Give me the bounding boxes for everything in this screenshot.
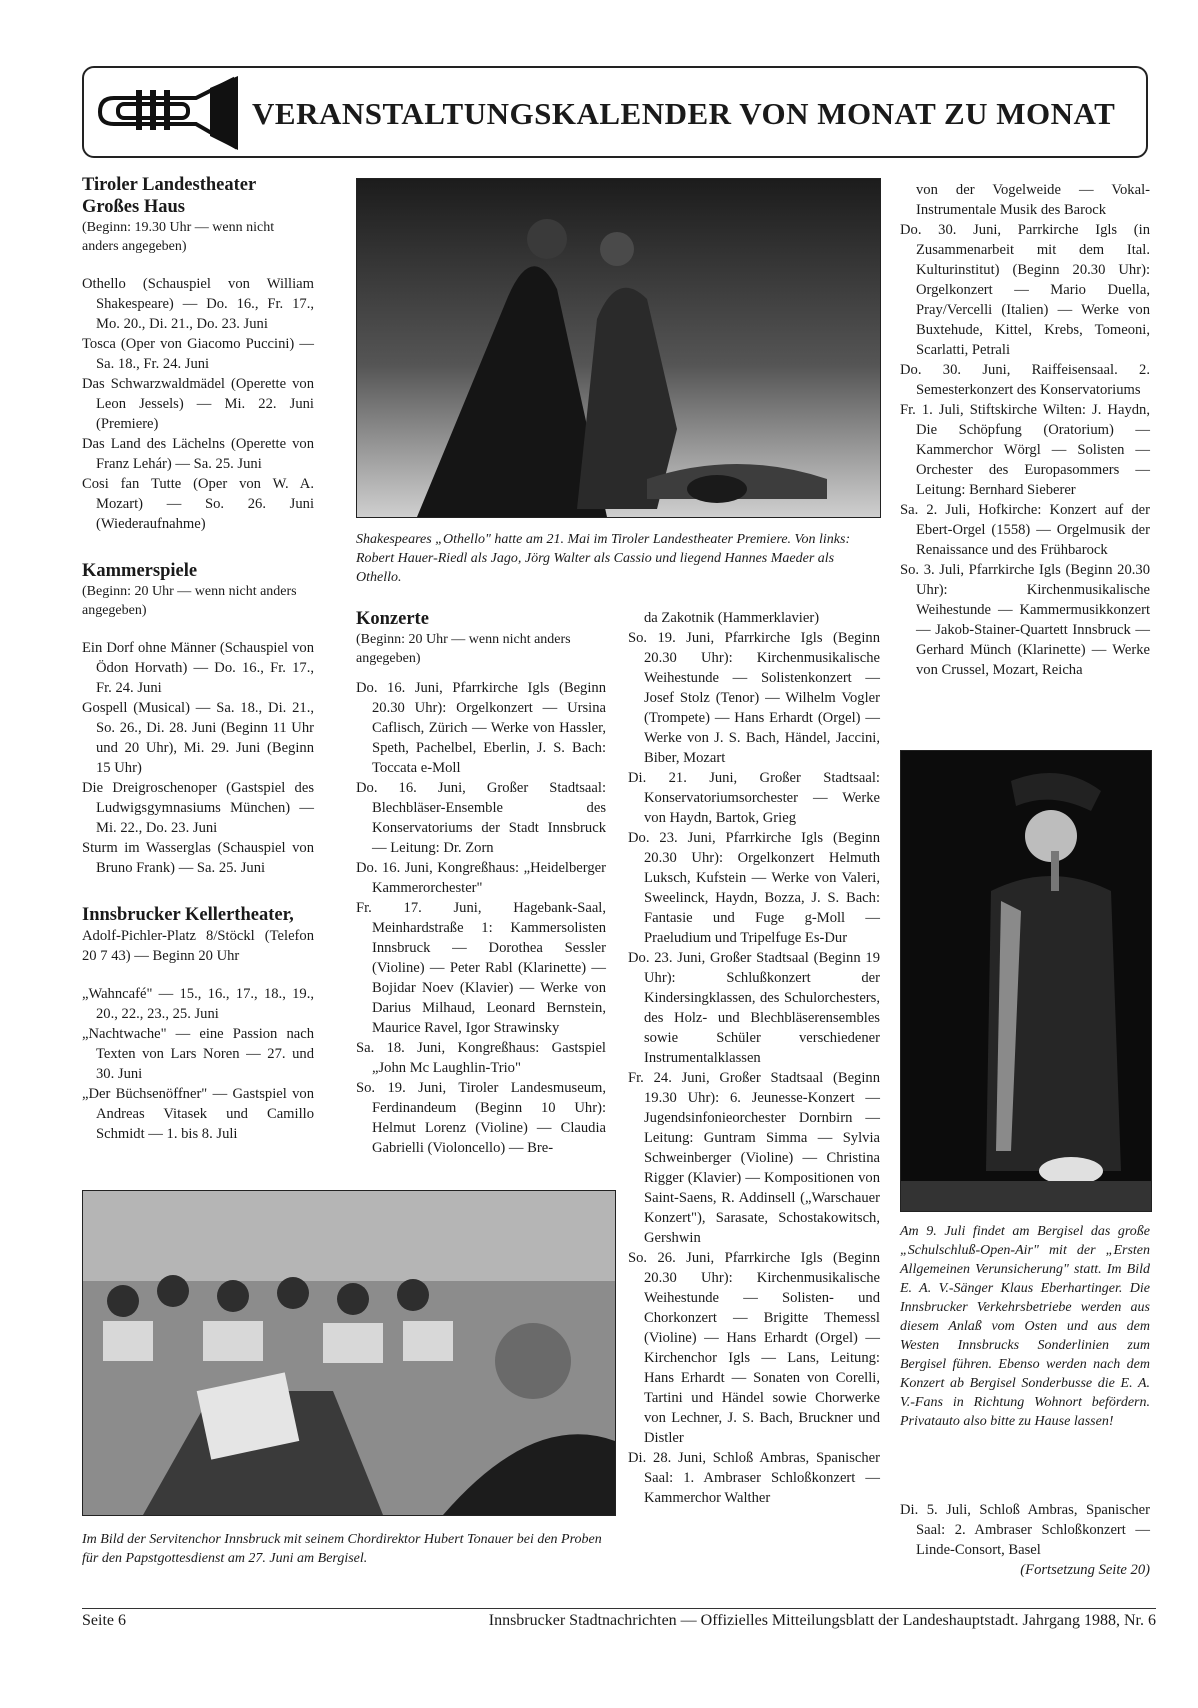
photo-choir-image — [83, 1191, 615, 1515]
list-item: „Nachtwache" — eine Passion nach Texten von Lars Noren — 27. und 30. Juni — [82, 1026, 314, 1082]
list-item: Do. 16. Juni, Pfarrkirche Igls (Beginn 20.30 Uhr): Orgelkonzert — Ursina Caflisch, Zürich — Werke von Hassler, Speth, Pachelbel, Eberlin, J. S. Bach: Toccata e-Moll — [356, 680, 606, 776]
photo-singer-image — [901, 751, 1151, 1211]
list-item: Cosi fan Tutte (Oper von W. A. Mozart) — So. 26. Juni (Wiederaufnahme) — [82, 476, 314, 532]
section-title-konzerte: Konzerte — [356, 609, 429, 629]
list-item: „Der Büchsenöffner" — Gastspiel von Andreas Vitasek und Camillo Schmidt — 1. bis 8. Juli — [82, 1086, 314, 1142]
list-item: von der Vogelweide — Vokal-Instrumentale Musik des Barock — [916, 182, 1150, 218]
list-item: Othello (Schauspiel von William Shakespeare) — Do. 16., Fr. 17., Mo. 20., Di. 21., Do. 23. Juni — [82, 276, 314, 332]
list-item: Ein Dorf ohne Männer (Schauspiel von Ödon Horvath) — Do. 16., Fr. 17., Fr. 24. Juni — [82, 640, 314, 696]
list-item: Fr. 1. Juli, Stiftskirche Wilten: J. Haydn, Die Schöpfung (Oratorium) — Kammerchor Wörgl — Solisten — Orchester des Europasommers — Leitung: Bernhard Sieberer — [900, 402, 1150, 498]
column-right — [900, 180, 1150, 680]
section-subtitle-grosses-haus: Großes Haus — [82, 197, 185, 217]
list-item: Do. 30. Juni, Raiffeisensaal. 2. Semesterkonzert des Konservatoriums — [900, 362, 1150, 398]
list-item: Die Dreigroschenoper (Gastspiel des Ludwigsgymnasiums München) — Mi. 22., Do. 23. Juni — [82, 780, 314, 836]
header-banner — [82, 66, 1148, 158]
column-theater — [82, 174, 314, 1144]
list-item: Gospell (Musical) — Sa. 18., Di. 21., So. 26., Di. 28. Juni (Beginn 11 Uhr und 20 Uhr), Mi. 29. Juni (Beginn 15 Uhr) — [82, 700, 314, 776]
list-item: So. 26. Juni, Pfarrkirche Igls (Beginn 20.30 Uhr): Kirchenmusikalische Weihestunde — Solisten- und Chorkonzert — Brigitte Themessl (Violine) — Hans Erhardt (Orgel) — Kirchenchor Igls — Lans, Leitung: Hans Erhardt — Sonaten von Corelli, Tartini und Händel sowie Chorwerke von Lechner, J. S. Bach, Bruckner und Distler — [628, 1250, 880, 1446]
list-item: Sa. 2. Juli, Hofkirche: Konzert auf der Ebert-Orgel (1558) — Orgelmusik der Renaissance und des Frühbarock — [900, 502, 1150, 558]
photo-othello-image — [357, 179, 880, 517]
banner-title: VERANSTALTUNGSKALENDER VON MONAT ZU MONAT — [252, 96, 1116, 131]
list-item: Do. 23. Juni, Pfarrkirche Igls (Beginn 20.30 Uhr): Orgelkonzert Helmuth Luksch, Kufstein — Werke von Valeri, Sweelinck, Haydn, Bozza, J. S. Bach: Fantasie und Fuge g-Moll — Praeludium und Tripelfuge Es-Dur — [628, 830, 880, 946]
photo-othello-caption: Shakespeares „Othello" hatte am 21. Mai im Tiroler Landestheater Premiere. Von links: Robert Hauer-Riedl als Jago, Jörg Walter als Cassio und liegend Hannes Maeder als Othello. — [356, 532, 851, 585]
list-item: Sturm im Wasserglas (Schauspiel von Bruno Frank) — Sa. 25. Juni — [82, 840, 314, 876]
list-item: So. 3. Juli, Pfarrkirche Igls (Beginn 20.30 Uhr): Kirchenmusikalische Weihestunde — Kammermusikkonzert — Jakob-Stainer-Quartett Innsbruck — Gerhard Münch (Klarinette) — Werke von Crussel, Mozart, Reicha — [900, 562, 1150, 678]
photo-singer — [900, 750, 1152, 1212]
section-note: (Beginn: 20 Uhr — wenn nicht anders angegeben) — [82, 584, 297, 618]
list-item: Do. 23. Juni, Großer Stadtsaal (Beginn 19 Uhr): Schlußkonzert der Kindersingklassen, des Schulorchesters, des Holz- und Blechbläserensembles sowie Schüler verschiedener Instrumentalklassen — [628, 950, 880, 1066]
list-item: Do. 16. Juni, Kongreßhaus: „Heidelberger Kammerorchester" — [356, 860, 606, 896]
photo-choir-caption: Im Bild der Servitenchor Innsbruck mit seinem Chordirektor Hubert Tonauer bei den Proben für den Papstgottesdienst am 27. Juni am Bergisel. — [82, 1532, 602, 1566]
list-item: So. 19. Juni, Pfarrkirche Igls (Beginn 20.30 Uhr): Kirchenmusikalische Weihestunde — Solistenkonzert — Josef Stolz (Tenor) — Wilhelm Vogler (Trompete) — Hans Erhardt (Orgel) — Werke von J. S. Bach, Händel, Jaccini, Biber, Mozart — [628, 630, 880, 766]
list-item: Do. 16. Juni, Großer Stadtsaal: Blechbläser-Ensemble des Konservatoriums der Stadt Innsbruck — Leitung: Dr. Zorn — [356, 780, 606, 856]
list-item: So. 19. Juni, Tiroler Landesmuseum, Ferdinandeum (Beginn 10 Uhr): Helmut Lorenz (Violine) — Claudia Gabrielli (Violoncello) — Bre- — [356, 1080, 606, 1156]
list-item: Fr. 24. Juni, Großer Stadtsaal (Beginn 19.30 Uhr): 6. Jeunesse-Konzert — Jugendsinfonieorchester Dornbirn — Leitung: Guntram Simma — Sylvia Schweinberger (Violine) — Christina Rigger (Klavier) — Kompositionen von Saint-Saens, R. Addinsell („Warschauer Konzert"), Sarasate, Schostakowitsch, Gershwin — [628, 1070, 880, 1246]
section-note: (Beginn: 20 Uhr — wenn nicht anders angegeben) — [356, 632, 571, 666]
section-title-kammerspiele: Kammerspiele — [82, 561, 198, 581]
column-konzerte-continued — [628, 608, 880, 1508]
photo-othello — [356, 178, 881, 518]
photo-singer-caption: Am 9. Juli findet am Bergisel das große „Schulschluß-Open-Air" mit der „Ersten Allgemeinen Verunsicherung" statt. Im Bild E. A. V.-Sänger Klaus Eberhartinger. Die Innsbrucker Verkehrsbetriebe werden aus diesem Anlaß vom Osten und aus dem Westen Innsbrucks Sonderlinien zum Bergisel führen. Ebenso werden nach dem Konzert ab Bergisel Sonderbusse die E. A. V.-Fans in Richtung Wohnort befördern. Privatauto also bitte zu Hause lassen! — [900, 1224, 1150, 1429]
list-item: Das Schwarzwaldmädel (Operette von Leon Jessels) — Mi. 22. Juni (Premiere) — [82, 376, 314, 432]
section-note: (Beginn: 19.30 Uhr — wenn nicht anders angegeben) — [82, 220, 275, 254]
list-item: Di. 28. Juni, Schloß Ambras, Spanischer Saal: 1. Ambraser Schloßkonzert — Kammerchor Walther — [628, 1450, 880, 1506]
trumpet-icon — [92, 74, 242, 152]
page-number: Seite 6 — [82, 1612, 126, 1629]
list-item: Di. 5. Juli, Schloß Ambras, Spanischer Saal: 2. Ambraser Schloßkonzert — Linde-Consort, Basel — [900, 1502, 1150, 1558]
photo-choir — [82, 1190, 616, 1516]
list-item: „Wahncafé" — 15., 16., 17., 18., 19., 20., 22., 23., 25. Juni — [82, 986, 314, 1022]
list-item: Das Land des Lächelns (Operette von Franz Lehár) — Sa. 25. Juni — [82, 436, 314, 472]
list-item: Fr. 17. Juni, Hagebank-Saal, Meinhardstraße 1: Kammersolisten Innsbruck — Dorothea Sessler (Violine) — Peter Rabl (Klarinette) — Bojidar Noev (Klavier) — Werke von Darius Milhaud, Leonard Bernstein, Maurice Ravel, Igor Strawinsky — [356, 900, 606, 1036]
column-konzerte — [356, 608, 606, 1158]
continued-note: (Fortsetzung Seite 20) — [1020, 1562, 1150, 1578]
list-item: Sa. 18. Juni, Kongreßhaus: Gastspiel „John Mc Laughlin-Trio" — [356, 1040, 606, 1076]
section-title-kellertheater: Innsbrucker Kellertheater, — [82, 905, 294, 925]
footer-divider — [82, 1608, 1156, 1609]
column-right-bottom — [900, 1500, 1150, 1580]
publication-line: Innsbrucker Stadtnachrichten — Offizielles Mitteilungsblatt der Landeshauptstadt. Jahrgang 1988, Nr. 6 — [488, 1612, 1156, 1629]
section-address: Adolf-Pichler-Platz 8/Stöckl (Telefon 20 7 43) — Beginn 20 Uhr — [82, 928, 314, 964]
section-title-landestheater: Tiroler Landestheater — [82, 175, 257, 195]
list-item: Di. 21. Juni, Großer Stadtsaal: Konservatoriumsorchester — Werke von Haydn, Bartok, Grieg — [628, 770, 880, 826]
list-item: Tosca (Oper von Giacomo Puccini) — Sa. 18., Fr. 24. Juni — [82, 336, 314, 372]
list-item: da Zakotnik (Hammerklavier) — [644, 610, 820, 626]
list-item: Do. 30. Juni, Parrkirche Igls (in Zusammenarbeit mit dem Ital. Kulturinstitut) (Beginn 20.30 Uhr): Orgelkonzert — Mario Duella, Pray/Vercelli (Italien) — Werke von Buxtehude, Kittel, Krebs, Tomeoni, Scarlatti, Petrali — [900, 222, 1150, 358]
